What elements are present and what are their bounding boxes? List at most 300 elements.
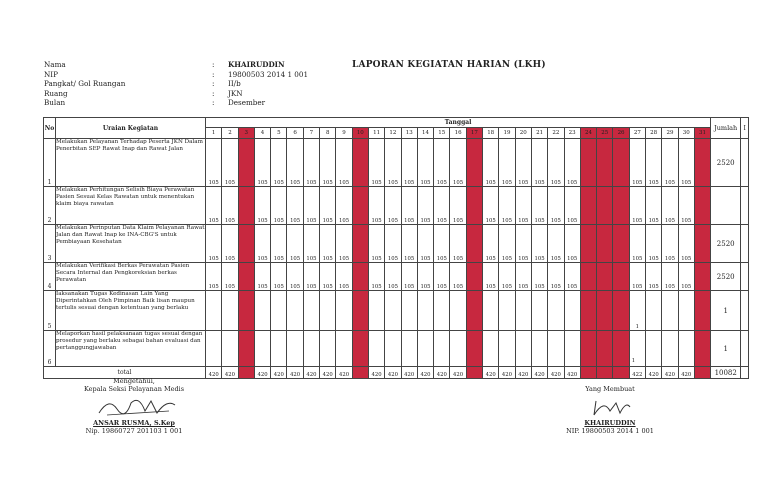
day-value — [597, 331, 613, 367]
day-value: 105 — [320, 225, 336, 263]
day-value: 105 — [271, 263, 287, 291]
day-header: 13 — [401, 128, 417, 139]
day-value: 105 — [483, 225, 499, 263]
day-value — [662, 331, 678, 367]
day-value: 105 — [531, 139, 547, 187]
table-row — [44, 187, 749, 225]
day-value — [466, 187, 482, 225]
day-value: 105 — [515, 225, 531, 263]
day-value: 105 — [206, 263, 222, 291]
day-value — [548, 331, 564, 367]
day-value: 105 — [385, 263, 401, 291]
day-value — [303, 291, 319, 331]
day-value: 105 — [483, 139, 499, 187]
info-colon: : — [212, 60, 215, 69]
day-value: 105 — [646, 263, 662, 291]
day-total: 420 — [222, 367, 238, 379]
day-value — [548, 291, 564, 331]
day-value: 105 — [303, 187, 319, 225]
report-title: LAPORAN KEGIATAN HARIAN (LKH) — [352, 60, 546, 70]
day-value: 105 — [368, 225, 384, 263]
day-value: 105 — [434, 187, 450, 225]
day-value: 105 — [417, 187, 433, 225]
day-value — [417, 291, 433, 331]
day-value: 105 — [303, 263, 319, 291]
day-value — [352, 331, 368, 367]
day-value: 105 — [287, 225, 303, 263]
table-row — [44, 331, 749, 367]
day-value: 105 — [499, 225, 515, 263]
day-value: 105 — [336, 225, 352, 263]
info-value: KHAIRUDDIN — [228, 60, 285, 69]
day-value — [287, 291, 303, 331]
day-value — [694, 139, 710, 187]
row-number: 6 — [44, 331, 56, 367]
day-value: 105 — [320, 263, 336, 291]
day-header: 10 — [352, 128, 368, 139]
day-total: 420 — [434, 367, 450, 379]
day-total: 420 — [385, 367, 401, 379]
day-value — [206, 331, 222, 367]
day-total: 420 — [450, 367, 466, 379]
day-value: 105 — [271, 187, 287, 225]
day-header: 25 — [597, 128, 613, 139]
day-value: 105 — [450, 187, 466, 225]
day-value — [483, 331, 499, 367]
row-number: 3 — [44, 225, 56, 263]
day-total — [613, 367, 629, 379]
day-value — [254, 291, 270, 331]
day-header: 18 — [483, 128, 499, 139]
day-total: 420 — [254, 367, 270, 379]
day-value: 105 — [499, 187, 515, 225]
day-total: 420 — [336, 367, 352, 379]
day-value: 105 — [483, 263, 499, 291]
day-total: 420 — [206, 367, 222, 379]
day-value — [597, 263, 613, 291]
day-value — [597, 139, 613, 187]
day-header: 3 — [238, 128, 254, 139]
day-value: 105 — [303, 139, 319, 187]
day-value — [531, 291, 547, 331]
day-value: 105 — [271, 139, 287, 187]
day-value: 105 — [222, 187, 238, 225]
supervisor-name: ANSAR RUSMA, S.Kep — [93, 419, 175, 427]
day-value: 105 — [515, 139, 531, 187]
signature-block-supervisor — [64, 377, 204, 435]
day-value — [597, 225, 613, 263]
day-value — [287, 331, 303, 367]
day-value: 105 — [385, 187, 401, 225]
day-value — [466, 225, 482, 263]
day-header: 8 — [320, 128, 336, 139]
day-header: 16 — [450, 128, 466, 139]
row-number: 4 — [44, 263, 56, 291]
info-label: Pangkat/ Gol Ruangan — [44, 79, 126, 89]
extra-col — [741, 367, 749, 379]
extra-col — [741, 263, 749, 291]
info-colon: : — [212, 98, 215, 108]
day-value — [646, 291, 662, 331]
day-value — [483, 291, 499, 331]
day-value — [434, 291, 450, 331]
extra-col — [741, 139, 749, 187]
day-value: 105 — [662, 263, 678, 291]
day-value — [613, 263, 629, 291]
day-value — [238, 225, 254, 263]
day-total: 420 — [483, 367, 499, 379]
day-value — [694, 291, 710, 331]
day-value — [434, 331, 450, 367]
table-row — [44, 225, 749, 263]
day-header: 26 — [613, 128, 629, 139]
extra-col — [741, 225, 749, 263]
day-value — [320, 291, 336, 331]
day-total: 420 — [646, 367, 662, 379]
day-value — [662, 291, 678, 331]
day-value: 105 — [401, 225, 417, 263]
day-header: 9 — [336, 128, 352, 139]
day-value: 105 — [450, 139, 466, 187]
day-header: 5 — [271, 128, 287, 139]
day-header: 21 — [531, 128, 547, 139]
day-value: 105 — [629, 139, 645, 187]
day-value: 105 — [222, 225, 238, 263]
day-value: 105 — [450, 263, 466, 291]
day-value — [694, 225, 710, 263]
day-header: 29 — [662, 128, 678, 139]
day-value: 105 — [254, 263, 270, 291]
day-total: 420 — [548, 367, 564, 379]
day-header: 2 — [222, 128, 238, 139]
extra-col — [741, 331, 749, 367]
day-value: 105 — [401, 263, 417, 291]
table-row — [44, 291, 749, 331]
day-value: 105 — [499, 139, 515, 187]
day-header: 12 — [385, 128, 401, 139]
day-value: 105 — [564, 139, 580, 187]
row-number: 2 — [44, 187, 56, 225]
info-value: JKN — [228, 88, 243, 98]
day-value — [678, 291, 694, 331]
day-value: 105 — [368, 187, 384, 225]
day-value — [271, 331, 287, 367]
day-value: 105 — [401, 187, 417, 225]
day-value: 105 — [662, 225, 678, 263]
signature-scribble — [64, 393, 204, 419]
day-header: 15 — [434, 128, 450, 139]
row-total: 1 — [711, 291, 741, 331]
day-value: 105 — [548, 263, 564, 291]
day-value: 105 — [548, 187, 564, 225]
day-value: 105 — [287, 139, 303, 187]
day-value: 105 — [548, 139, 564, 187]
day-total: 420 — [662, 367, 678, 379]
day-header: 30 — [678, 128, 694, 139]
day-value — [352, 187, 368, 225]
day-value: 105 — [646, 187, 662, 225]
day-value — [385, 291, 401, 331]
day-total: 420 — [271, 367, 287, 379]
day-value — [450, 291, 466, 331]
day-value: 105 — [531, 263, 547, 291]
day-header: 20 — [515, 128, 531, 139]
day-value: 105 — [515, 263, 531, 291]
day-value — [613, 187, 629, 225]
day-header: 17 — [466, 128, 482, 139]
day-value: 105 — [434, 225, 450, 263]
day-value — [580, 225, 596, 263]
day-total: 420 — [417, 367, 433, 379]
day-value: 105 — [678, 263, 694, 291]
day-header: 24 — [580, 128, 596, 139]
day-value: 105 — [629, 263, 645, 291]
day-value: 105 — [336, 263, 352, 291]
day-value: 105 — [564, 187, 580, 225]
day-value: 105 — [320, 139, 336, 187]
activity-description: Melaporkan hasil pelaksanaan tugas sesuai dengan prosedur yang berlaku sebagai bahan evaluasi dan pertanggungjawaban — [56, 331, 206, 367]
day-value: 105 — [222, 263, 238, 291]
day-value — [499, 291, 515, 331]
day-total: 420 — [499, 367, 515, 379]
day-value: 105 — [417, 139, 433, 187]
day-value — [515, 291, 531, 331]
day-value: 105 — [483, 187, 499, 225]
day-value — [580, 263, 596, 291]
info-row — [44, 98, 368, 108]
day-value — [238, 139, 254, 187]
day-header: 22 — [548, 128, 564, 139]
day-value: 105 — [548, 225, 564, 263]
table-row — [44, 263, 749, 291]
day-value: 105 — [254, 139, 270, 187]
day-value — [613, 331, 629, 367]
day-value — [694, 331, 710, 367]
day-header: 27 — [629, 128, 645, 139]
day-total: 420 — [678, 367, 694, 379]
day-value — [564, 291, 580, 331]
day-header: 6 — [287, 128, 303, 139]
day-value: 105 — [629, 225, 645, 263]
header-date: Tanggal — [206, 118, 711, 128]
day-header: 19 — [499, 128, 515, 139]
day-value — [352, 263, 368, 291]
day-header: 4 — [254, 128, 270, 139]
activity-description: Melakukan Perinputan Data Klaim Pelayanan Rawat Jalan dan Rawat Inap ke INA-CBG'S untuk Pembiayaan Kesehatan — [56, 225, 206, 263]
day-value — [597, 187, 613, 225]
info-row — [44, 60, 368, 70]
day-value — [352, 291, 368, 331]
day-value — [238, 263, 254, 291]
day-value — [613, 225, 629, 263]
day-value: 105 — [417, 225, 433, 263]
day-value: 105 — [206, 187, 222, 225]
day-value: 105 — [254, 225, 270, 263]
day-value: 105 — [254, 187, 270, 225]
maker-name: KHAIRUDDIN — [584, 419, 636, 427]
day-value — [336, 331, 352, 367]
day-value — [466, 263, 482, 291]
day-value: 105 — [271, 225, 287, 263]
day-value: 105 — [336, 139, 352, 187]
day-value — [401, 331, 417, 367]
day-value — [368, 291, 384, 331]
day-total: 420 — [320, 367, 336, 379]
day-total: 420 — [515, 367, 531, 379]
day-value — [368, 331, 384, 367]
day-value — [580, 331, 596, 367]
day-value: 105 — [385, 225, 401, 263]
day-value — [694, 263, 710, 291]
day-value — [531, 331, 547, 367]
activity-description: Iaksanakan Tugas Kedinasan Lain Yang Diperintahkan Oleh Pimpinan Baik lisan maupun tertulis sesuai dengan ketentuan yang berlaku — [56, 291, 206, 331]
day-total: 420 — [531, 367, 547, 379]
header-total: Jumlah — [711, 118, 741, 139]
day-total: 422 1 — [629, 367, 645, 379]
day-header: 7 — [303, 128, 319, 139]
row-number: 1 — [44, 139, 56, 187]
day-total — [352, 367, 368, 379]
info-label: Nama — [44, 60, 66, 69]
header-no: No — [44, 118, 56, 139]
info-value: 19800503 2014 1 001 — [228, 69, 309, 79]
day-value: 1 — [629, 291, 645, 331]
row-total: 2520 — [711, 225, 741, 263]
day-value: 105 — [678, 187, 694, 225]
row-total: 1 — [711, 331, 741, 367]
day-value: 105 — [222, 139, 238, 187]
day-value — [515, 331, 531, 367]
day-total: 420 — [564, 367, 580, 379]
day-value — [385, 331, 401, 367]
day-total: 420 — [368, 367, 384, 379]
row-total — [711, 187, 741, 225]
activity-table — [43, 117, 749, 379]
day-total: 420 — [287, 367, 303, 379]
day-value — [320, 331, 336, 367]
day-header: 11 — [368, 128, 384, 139]
day-value — [222, 291, 238, 331]
day-value — [352, 139, 368, 187]
day-value — [238, 291, 254, 331]
sig-left-line1: Mengetahui, — [113, 377, 155, 385]
day-header: 31 — [694, 128, 710, 139]
day-value: 105 — [662, 187, 678, 225]
day-value — [222, 331, 238, 367]
grand-total: 10082 — [711, 367, 741, 379]
info-value: II/b — [228, 79, 241, 89]
day-value: 105 — [434, 263, 450, 291]
employee-info — [44, 60, 368, 108]
day-value: 105 — [320, 187, 336, 225]
day-value — [466, 291, 482, 331]
day-value — [401, 291, 417, 331]
day-value: 105 — [206, 225, 222, 263]
header-extra: I — [741, 118, 749, 139]
day-value: 105 — [417, 263, 433, 291]
day-value — [336, 291, 352, 331]
day-value: 105 — [678, 225, 694, 263]
day-value: 105 — [206, 139, 222, 187]
info-row — [44, 79, 368, 89]
day-value: 105 — [287, 263, 303, 291]
day-value: 105 — [678, 139, 694, 187]
info-label: Bulan — [44, 98, 66, 108]
day-value — [254, 331, 270, 367]
day-value: 105 — [646, 139, 662, 187]
day-value — [450, 331, 466, 367]
day-total: 420 — [303, 367, 319, 379]
day-value: 105 — [401, 139, 417, 187]
info-value: Desember — [228, 98, 266, 108]
day-value: 105 — [564, 263, 580, 291]
day-value: 105 — [499, 263, 515, 291]
day-header: 14 — [417, 128, 433, 139]
day-value — [613, 291, 629, 331]
day-header: 1 — [206, 128, 222, 139]
day-total — [238, 367, 254, 379]
day-value — [580, 187, 596, 225]
info-colon: : — [212, 79, 215, 89]
info-row — [44, 70, 368, 80]
row-total: 2520 — [711, 263, 741, 291]
day-value — [238, 331, 254, 367]
day-value — [303, 331, 319, 367]
day-value — [466, 139, 482, 187]
info-label: NIP — [44, 69, 58, 79]
maker-nip: NIP. 19800503 2014 1 001 — [566, 427, 654, 435]
day-value: 105 — [629, 187, 645, 225]
day-value: 105 — [662, 139, 678, 187]
day-value: 105 — [515, 187, 531, 225]
day-value — [613, 139, 629, 187]
day-value — [597, 291, 613, 331]
signature-scribble-maker — [560, 393, 660, 419]
day-total-extra: 1 — [631, 358, 636, 364]
day-value — [352, 225, 368, 263]
day-value — [646, 331, 662, 367]
day-value — [466, 331, 482, 367]
supervisor-nip: Nip. 19860727 201103 1 001 — [85, 427, 183, 435]
day-value: 105 — [303, 225, 319, 263]
day-value — [580, 291, 596, 331]
sig-left-line2: Kepala Seksi Pelayanan Medis — [83, 385, 185, 393]
day-value — [417, 331, 433, 367]
day-value — [580, 139, 596, 187]
info-colon: : — [212, 69, 215, 79]
day-value: 105 — [336, 187, 352, 225]
total-label: total — [44, 367, 206, 379]
day-total — [580, 367, 596, 379]
info-colon: : — [212, 88, 215, 98]
info-label: Ruang — [44, 88, 68, 98]
day-header: 28 — [646, 128, 662, 139]
row-number: 5 — [44, 291, 56, 331]
activity-description: Melakukan Perhitungan Selisih Biaya Perawatan Pasien Sesuai Kelas Rawatan untuk menentukan klaim biaya rawatan — [56, 187, 206, 225]
day-total: 420 — [401, 367, 417, 379]
day-value: 105 — [531, 187, 547, 225]
day-value: 105 — [450, 225, 466, 263]
day-total — [597, 367, 613, 379]
day-total — [466, 367, 482, 379]
day-total — [694, 367, 710, 379]
day-value: 105 — [368, 139, 384, 187]
sig-right-line1: Yang Membuat — [585, 385, 635, 393]
row-total: 2520 — [711, 139, 741, 187]
day-value — [678, 331, 694, 367]
header-activity: Uraian Kegiatan — [56, 118, 206, 139]
day-value — [564, 331, 580, 367]
